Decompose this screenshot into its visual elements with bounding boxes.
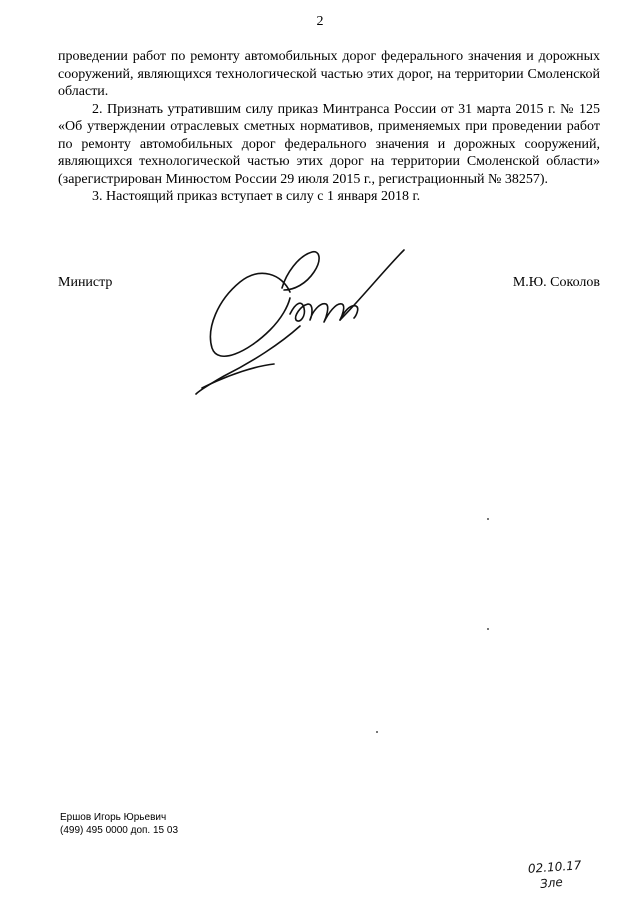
contact-name: Ершов Игорь Юрьевич [60, 812, 167, 823]
handwritten-initials: Зле [539, 874, 564, 892]
document-body [58, 48, 600, 206]
scan-speck [376, 731, 378, 733]
paragraph-item-2: 2. Признать утратившим силу приказ Минтранса России от 31 марта 2015 г. № 125 «Об утверждении отраслевых сметных нормативов, применяемых при проведении работ по ремонту автомобильных дорог федерального значения и дорожных сооружений, являющихся технологической частью этих дорог на территории Смоленской области» (зарегистрирован Минюстом России 29 июля 2015 г., регистрационный № 38257). [58, 101, 600, 187]
contact-phone: (499) 495 0000 доп. 15 03 [60, 825, 179, 836]
handwritten-signature [190, 244, 410, 404]
signer-name: М.Ю. Соколов [512, 275, 600, 290]
handwritten-date: 02.10.17 [527, 858, 582, 876]
handwritten-note [528, 860, 581, 890]
scan-speck [487, 518, 489, 520]
paragraph-item-3: 3. Настоящий приказ вступает в силу с 1 января 2018 г. [92, 189, 421, 204]
page-number: 2 [316, 14, 324, 29]
scan-speck [487, 628, 489, 630]
contact-info [60, 811, 178, 837]
paragraph-continuation: проведении работ по ремонту автомобильных дорог федерального значения и дорожных сооружений, являющихся технологической частью этих дорог, на территории Смоленской области. [58, 49, 600, 99]
signer-title: Министр [58, 275, 113, 290]
